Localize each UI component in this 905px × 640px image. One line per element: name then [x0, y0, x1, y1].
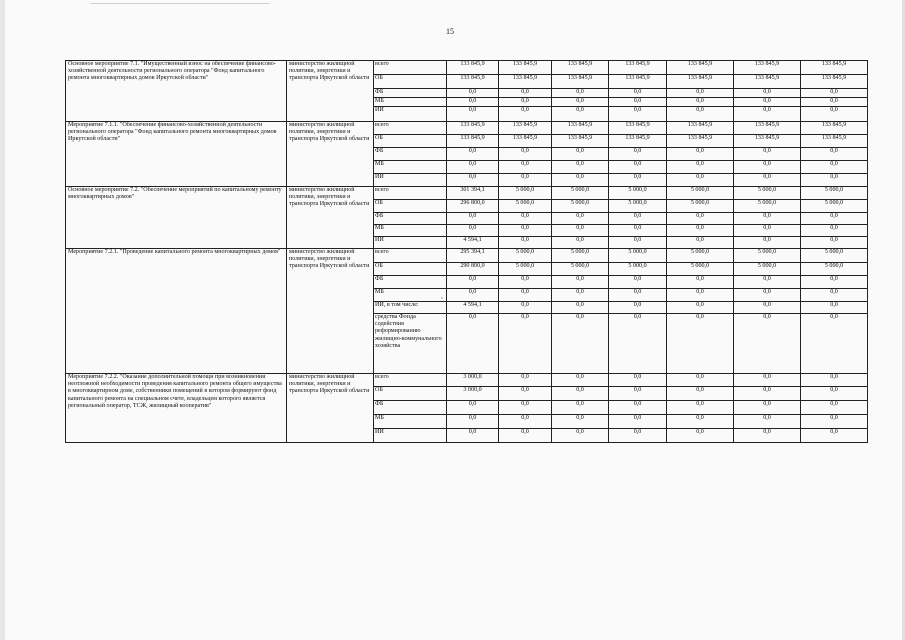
funding-source-cell: ОБ — [374, 135, 447, 148]
page-number: 15 — [446, 27, 454, 36]
amount-cell: 0,0 — [609, 107, 667, 122]
funding-source-cell: ИИ — [374, 174, 447, 187]
amount-cell: 290 800,0 — [447, 263, 499, 276]
amount-cell: 0,0 — [499, 213, 552, 225]
amount-cell: 0,0 — [499, 314, 552, 374]
funding-table — [65, 60, 868, 443]
amount-cell: 0,0 — [667, 314, 734, 374]
amount-cell: 0,0 — [801, 302, 868, 314]
amount-cell: 133 845,9 — [734, 122, 801, 135]
funding-source-cell: ФБ — [374, 401, 447, 415]
amount-cell: 0,0 — [609, 302, 667, 314]
event-name-cell: Мероприятие 7.2.2. "Оказание дополнительной помощи при возникновении неотложной необходимости проведения капитального ремонта общего имущества в многоквартирном доме, собственники помещений в котором формируют фонд капитального ремонта на специальном счете, владельцем которого является региональный оператор, ТСЖ, жилищный кооператив" — [66, 374, 287, 443]
funding-source-cell: всего — [374, 122, 447, 135]
amount-cell: 0,0 — [734, 89, 801, 98]
amount-cell: 0,0 — [552, 107, 609, 122]
amount-cell: 0,0 — [734, 213, 801, 225]
amount-cell: 0,0 — [447, 107, 499, 122]
amount-cell: 133 845,9 — [801, 75, 868, 89]
amount-cell: 0,0 — [734, 225, 801, 237]
amount-cell: 133 845,9 — [667, 61, 734, 75]
amount-cell: 0,0 — [609, 387, 667, 401]
amount-cell: 0,0 — [499, 89, 552, 98]
amount-cell: 133 845,9 — [552, 61, 609, 75]
amount-cell: 0,0 — [609, 148, 667, 161]
amount-cell: 5 000,0 — [499, 200, 552, 213]
amount-cell: 0,0 — [801, 387, 868, 401]
amount-cell: 0,0 — [552, 289, 609, 302]
amount-cell: 0,0 — [499, 161, 552, 174]
amount-cell: 0,0 — [734, 276, 801, 289]
amount-cell: 0,0 — [499, 374, 552, 387]
amount-cell: 0,0 — [801, 429, 868, 443]
amount-cell: 4 594,1 — [447, 302, 499, 314]
amount-cell: 133 845,9 — [801, 61, 868, 75]
amount-cell: 0,0 — [667, 429, 734, 443]
amount-cell: 0,0 — [801, 401, 868, 415]
amount-cell: 0,0 — [609, 415, 667, 429]
event-name-cell: Мероприятие 7.1.1. "Обеспечение финансово-хозяйственной деятельности регионального оператора "Фонд капитального ремонта многоквартирных домов Иркутской области" — [66, 122, 287, 187]
amount-cell: 0,0 — [499, 148, 552, 161]
amount-cell: 0,0 — [552, 374, 609, 387]
funding-source-cell: ФБ — [374, 276, 447, 289]
amount-cell: 0,0 — [552, 276, 609, 289]
amount-cell: 0,0 — [667, 89, 734, 98]
amount-cell: 5 000,0 — [552, 249, 609, 263]
amount-cell: 0,0 — [552, 429, 609, 443]
amount-cell: 5 000,0 — [552, 187, 609, 200]
amount-cell: 5 000,0 — [801, 263, 868, 276]
amount-cell: 0,0 — [734, 148, 801, 161]
amount-cell: 0,0 — [552, 401, 609, 415]
amount-cell: 0,0 — [609, 429, 667, 443]
amount-cell: 133 845,9 — [499, 135, 552, 148]
amount-cell: 5 000,0 — [499, 249, 552, 263]
amount-cell: 0,0 — [667, 225, 734, 237]
amount-cell: 0,0 — [552, 98, 609, 107]
funding-source-cell: ОБ — [374, 387, 447, 401]
amount-cell: 0,0 — [609, 174, 667, 187]
amount-cell: 133 845,9 — [801, 135, 868, 148]
amount-cell: 0,0 — [552, 387, 609, 401]
amount-cell: 5 000,0 — [552, 263, 609, 276]
amount-cell: 0,0 — [734, 98, 801, 107]
amount-cell: 0,0 — [609, 276, 667, 289]
amount-cell: 0,0 — [667, 107, 734, 122]
amount-cell: 0,0 — [447, 401, 499, 415]
amount-cell: 0,0 — [667, 276, 734, 289]
funding-source-cell: ФБ — [374, 148, 447, 161]
funding-source-cell: ИИ — [374, 237, 447, 249]
funding-source-cell: всего — [374, 61, 447, 75]
amount-cell: 0,0 — [499, 302, 552, 314]
amount-cell: 0,0 — [447, 89, 499, 98]
amount-cell: 0,0 — [667, 237, 734, 249]
amount-cell: 0,0 — [552, 148, 609, 161]
amount-cell: 4 594,1 — [447, 237, 499, 249]
amount-cell: 5 000,0 — [609, 200, 667, 213]
amount-cell: 133 845,9 — [447, 135, 499, 148]
amount-cell: 0,0 — [801, 237, 868, 249]
amount-cell: 0,0 — [447, 98, 499, 107]
amount-cell: 0,0 — [499, 415, 552, 429]
amount-cell: 0,0 — [734, 314, 801, 374]
amount-cell: 0,0 — [609, 213, 667, 225]
amount-cell: 5 000,0 — [734, 249, 801, 263]
amount-cell: 133 845,9 — [552, 122, 609, 135]
amount-cell: 0,0 — [552, 302, 609, 314]
amount-cell: 5 000,0 — [667, 187, 734, 200]
amount-cell: 0,0 — [801, 107, 868, 122]
amount-cell: 5 000,0 — [499, 263, 552, 276]
amount-cell: 0,0 — [801, 374, 868, 387]
funding-source-cell: ИИ — [374, 107, 447, 122]
amount-cell: 0,0 — [609, 98, 667, 107]
amount-cell: 0,0 — [499, 107, 552, 122]
amount-cell: 0,0 — [552, 314, 609, 374]
amount-cell: 0,0 — [667, 302, 734, 314]
amount-cell: 5 000,0 — [667, 200, 734, 213]
amount-cell: 0,0 — [447, 415, 499, 429]
amount-cell: 133 845,9 — [499, 75, 552, 89]
amount-cell: 5 000,0 — [734, 263, 801, 276]
amount-cell: 0,0 — [801, 89, 868, 98]
amount-cell: 0,0 — [734, 429, 801, 443]
amount-cell: 133 845,9 — [667, 135, 734, 148]
funding-source-cell: всего — [374, 249, 447, 263]
amount-cell: 296 800,0 — [447, 200, 499, 213]
amount-cell: 0,0 — [734, 302, 801, 314]
amount-cell: 0,0 — [447, 289, 499, 302]
amount-cell: 0,0 — [609, 374, 667, 387]
amount-cell: 0,0 — [801, 161, 868, 174]
amount-cell: 0,0 — [609, 225, 667, 237]
funding-source-cell: всего — [374, 374, 447, 387]
executor-cell: министерство жилищной политики, энергетики и транспорта Иркутской области — [287, 249, 374, 374]
amount-cell: 5 000,0 — [801, 187, 868, 200]
amount-cell: 0,0 — [499, 387, 552, 401]
amount-cell: 133 845,9 — [552, 135, 609, 148]
amount-cell: 133 845,9 — [734, 135, 801, 148]
amount-cell: 0,0 — [734, 237, 801, 249]
amount-cell: 0,0 — [734, 161, 801, 174]
amount-cell: 0,0 — [667, 415, 734, 429]
amount-cell: 5 000,0 — [667, 263, 734, 276]
amount-cell: 0,0 — [499, 429, 552, 443]
funding-source-cell: ФБ — [374, 89, 447, 98]
amount-cell: 0,0 — [734, 401, 801, 415]
amount-cell: 0,0 — [552, 161, 609, 174]
amount-cell: 0,0 — [801, 213, 868, 225]
amount-cell: 0,0 — [499, 98, 552, 107]
funding-source-cell: МБ — [374, 415, 447, 429]
amount-cell: 301 394,1 — [447, 187, 499, 200]
amount-cell: 0,0 — [447, 213, 499, 225]
amount-cell: 133 845,9 — [609, 75, 667, 89]
amount-cell: 0,0 — [447, 161, 499, 174]
amount-cell: 0,0 — [734, 415, 801, 429]
amount-cell: 0,0 — [552, 89, 609, 98]
table-row — [66, 374, 868, 387]
funding-source-cell: ОБ — [374, 200, 447, 213]
amount-cell: 0,0 — [801, 314, 868, 374]
funding-source-cell: МБ — [374, 98, 447, 107]
funding-source-cell: ИИ, в том числе: — [374, 302, 447, 314]
amount-cell: 0,0 — [667, 174, 734, 187]
amount-cell: 133 845,9 — [801, 122, 868, 135]
funding-source-cell: МБ — [374, 161, 447, 174]
amount-cell: 0,0 — [552, 237, 609, 249]
amount-cell: 0,0 — [734, 289, 801, 302]
amount-cell: 0,0 — [552, 415, 609, 429]
amount-cell: 295 394,1 — [447, 249, 499, 263]
amount-cell: 0,0 — [801, 148, 868, 161]
amount-cell: 5 000,0 — [734, 200, 801, 213]
executor-cell: министерство жилищной политики, энергетики и транспорта Иркутской области — [287, 374, 374, 443]
amount-cell: 5 000,0 — [552, 200, 609, 213]
funding-source-cell: МБ — [374, 289, 447, 302]
amount-cell: 0,0 — [499, 401, 552, 415]
table-row — [66, 122, 868, 135]
amount-cell: 5 000,0 — [801, 249, 868, 263]
amount-cell: 133 845,9 — [499, 61, 552, 75]
amount-cell: 133 845,9 — [609, 135, 667, 148]
amount-cell: 5 000,0 — [801, 200, 868, 213]
amount-cell: 0,0 — [499, 289, 552, 302]
amount-cell: 133 845,9 — [667, 75, 734, 89]
amount-cell: 5 000,0 — [609, 187, 667, 200]
amount-cell: 0,0 — [801, 289, 868, 302]
amount-cell: 0,0 — [499, 237, 552, 249]
amount-cell: 5 000,0 — [499, 187, 552, 200]
amount-cell: 0,0 — [801, 415, 868, 429]
amount-cell: 133 845,9 — [609, 61, 667, 75]
funding-source-cell: ФБ — [374, 213, 447, 225]
amount-cell: 0,0 — [552, 174, 609, 187]
funding-source-cell: ИИ — [374, 429, 447, 443]
amount-cell: 0,0 — [447, 148, 499, 161]
amount-cell: 3 000,0 — [447, 374, 499, 387]
executor-cell: министерство жилищной политики, энергетики и транспорта Иркутской области — [287, 187, 374, 249]
executor-cell: министерство жилищной политики, энергетики и транспорта Иркутской области — [287, 61, 374, 122]
amount-cell: 0,0 — [667, 289, 734, 302]
amount-cell: 133 845,9 — [609, 122, 667, 135]
amount-cell: 0,0 — [801, 276, 868, 289]
funding-source-cell: всего — [374, 187, 447, 200]
amount-cell: 0,0 — [734, 387, 801, 401]
amount-cell: 0,0 — [447, 174, 499, 187]
amount-cell: 0,0 — [609, 237, 667, 249]
amount-cell: 0,0 — [801, 98, 868, 107]
scan-top-rule — [90, 3, 270, 4]
amount-cell: 0,0 — [609, 89, 667, 98]
amount-cell: 0,0 — [667, 98, 734, 107]
amount-cell: 0,0 — [499, 276, 552, 289]
scan-edge-left — [0, 0, 5, 640]
amount-cell: 0,0 — [667, 161, 734, 174]
amount-cell: 133 845,9 — [447, 75, 499, 89]
amount-cell: 133 845,9 — [499, 122, 552, 135]
event-name-cell: Основное мероприятие 7.1. "Имущественный взнос на обеспечение финансово-хозяйственной деятельности регионального оператора "Фонд капитального ремонта многоквартирных домов Иркутской области" — [66, 61, 287, 122]
event-name-cell: Мероприятие 7.2.1. "Проведение капитального ремонта многоквартирных домов" — [66, 249, 287, 374]
funding-source-cell: средства Фонда содействия реформированию жилищно-коммунального хозяйства — [374, 314, 447, 374]
amount-cell: 133 845,9 — [734, 61, 801, 75]
scan-speck — [441, 297, 443, 299]
amount-cell: 133 845,9 — [447, 122, 499, 135]
table-row — [66, 187, 868, 200]
amount-cell: 133 845,9 — [667, 122, 734, 135]
amount-cell: 0,0 — [499, 225, 552, 237]
amount-cell: 133 845,9 — [552, 75, 609, 89]
amount-cell: 5 000,0 — [609, 249, 667, 263]
amount-cell: 3 000,0 — [447, 387, 499, 401]
amount-cell: 0,0 — [734, 174, 801, 187]
amount-cell: 0,0 — [552, 225, 609, 237]
amount-cell: 0,0 — [447, 225, 499, 237]
amount-cell: 133 845,9 — [734, 75, 801, 89]
event-name-cell: Основное мероприятие 7.2. "Обеспечение мероприятий по капитальному ремонту многоквартирных домов" — [66, 187, 287, 249]
amount-cell: 0,0 — [447, 429, 499, 443]
funding-source-cell: ОБ — [374, 263, 447, 276]
amount-cell: 0,0 — [552, 213, 609, 225]
table-row — [66, 249, 868, 263]
amount-cell: 0,0 — [801, 225, 868, 237]
table-row — [66, 61, 868, 75]
amount-cell: 0,0 — [667, 374, 734, 387]
amount-cell: 0,0 — [609, 314, 667, 374]
amount-cell: 0,0 — [609, 161, 667, 174]
funding-source-cell: МБ — [374, 225, 447, 237]
amount-cell: 5 000,0 — [734, 187, 801, 200]
amount-cell: 0,0 — [609, 401, 667, 415]
amount-cell: 0,0 — [609, 289, 667, 302]
amount-cell: 0,0 — [447, 314, 499, 374]
amount-cell: 0,0 — [667, 401, 734, 415]
amount-cell: 0,0 — [734, 107, 801, 122]
amount-cell: 133 845,9 — [447, 61, 499, 75]
executor-cell: министерство жилищной политики, энергетики и транспорта Иркутской области — [287, 122, 374, 187]
amount-cell: 5 000,0 — [667, 249, 734, 263]
amount-cell: 0,0 — [801, 174, 868, 187]
amount-cell: 0,0 — [447, 276, 499, 289]
funding-source-cell: ОБ — [374, 75, 447, 89]
amount-cell: 0,0 — [667, 387, 734, 401]
amount-cell: 5 000,0 — [609, 263, 667, 276]
amount-cell: 0,0 — [667, 213, 734, 225]
amount-cell: 0,0 — [499, 174, 552, 187]
amount-cell: 0,0 — [734, 374, 801, 387]
amount-cell: 0,0 — [667, 148, 734, 161]
